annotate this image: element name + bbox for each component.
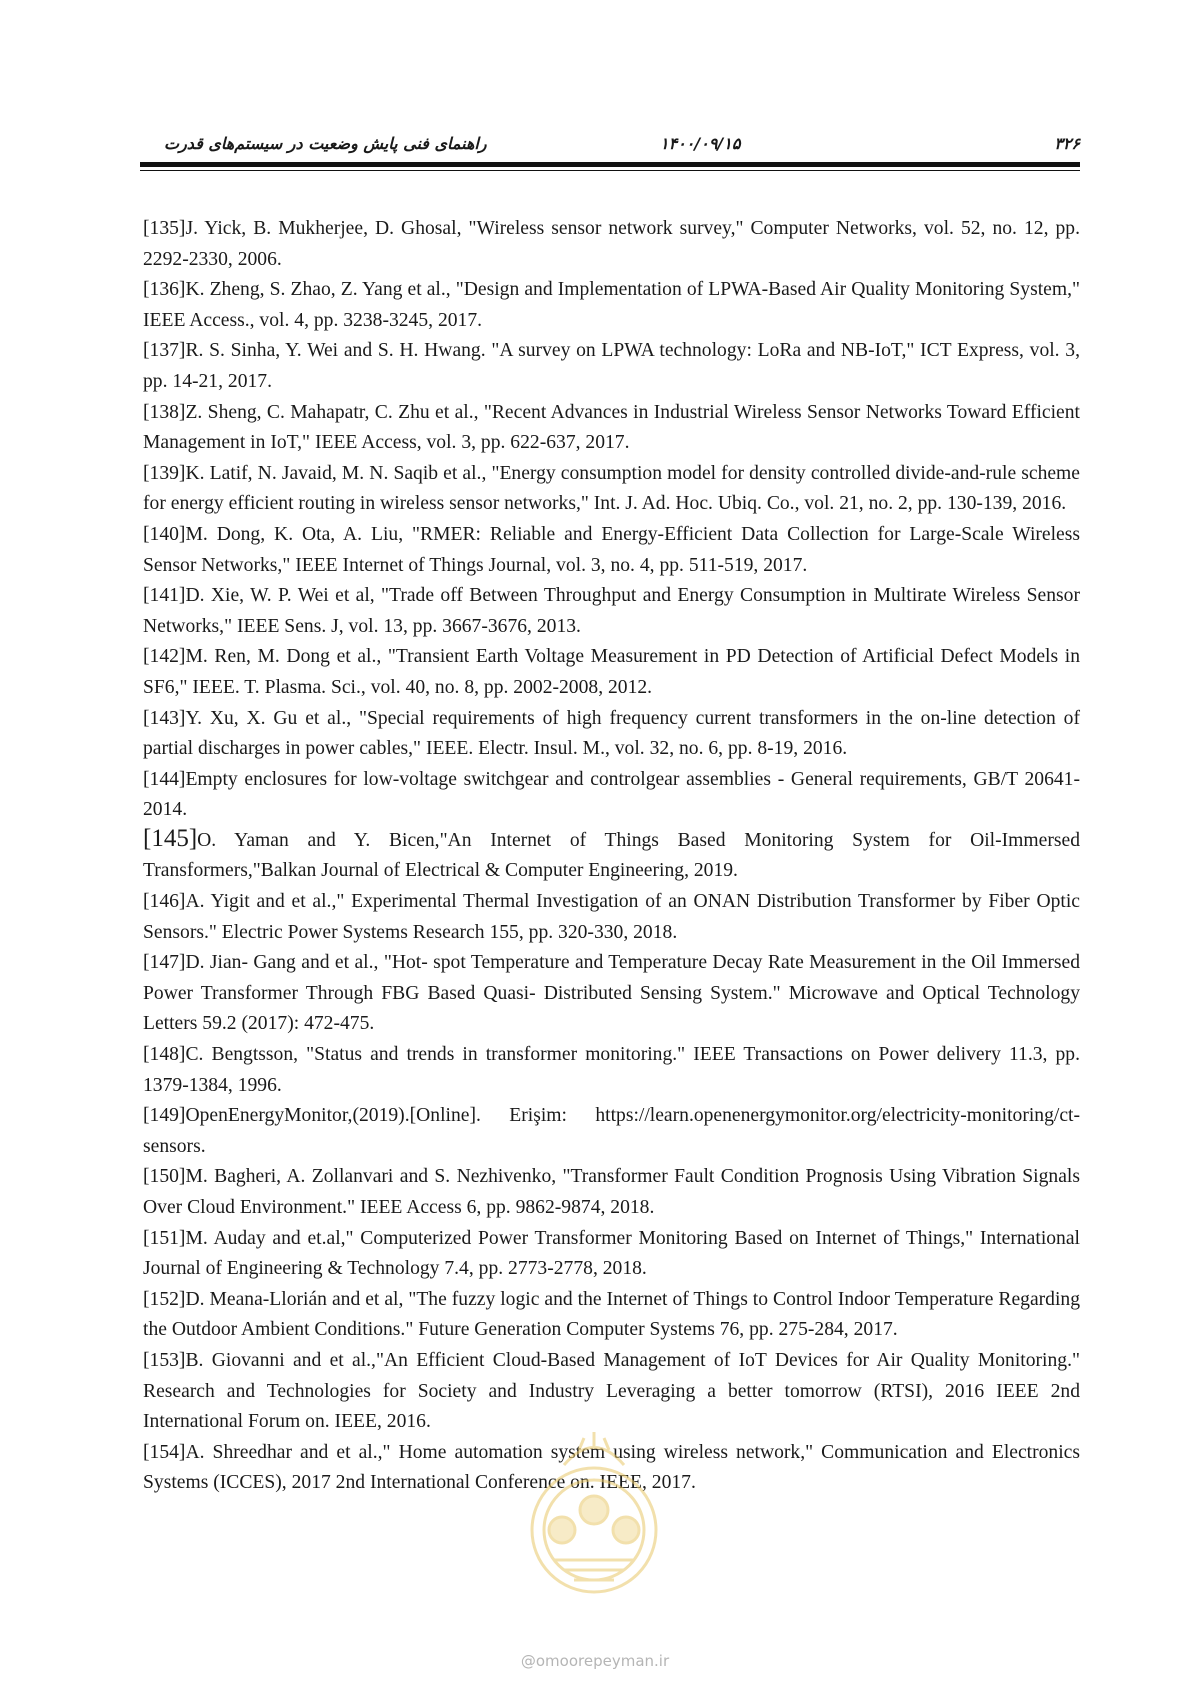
reference-number: [145] [143, 824, 198, 852]
reference-text: Y. Xu, X. Gu et al., "Special requirements of high frequency current transformers in the on-line detection of partial discharges in power cables," IEEE. Electr. Insul. M., vol. 32, no. 6, pp. 8-19, 2016. [143, 707, 1080, 760]
reference-text: R. S. Sinha, Y. Wei and S. H. Hwang. "A survey on LPWA technology: LoRa and NB-IoT," ICT Express, vol. 3, pp. 14-21, 2017. [143, 340, 1080, 392]
reference-text: C. Bengtsson, "Status and trends in transformer monitoring." IEEE Transactions on Power delivery 11.3, pp. 1379-1384, 1996. [143, 1044, 1080, 1096]
reference-text: B. Giovanni and et al.,"An Efficient Cloud-Based Management of IoT Devices for Air Quality Monitoring." Research and Technologies for Society and Industry Leveraging a better tomorrow (RTSI), 2016 IEEE 2nd International Forum on. IEEE, 2016. [143, 1349, 1080, 1433]
reference-text: O. Yaman and Y. Bicen,"An Internet of Things Based Monitoring System for Oil-Immersed Transformers,"Balkan Journal of Electrical & Computer Engineering, 2019. [143, 829, 1080, 882]
reference-number: [154] [143, 1441, 186, 1463]
reference-item [143, 336, 1080, 397]
header-rule-thin [140, 170, 1080, 171]
reference-item [143, 1285, 1080, 1346]
reference-item [143, 826, 1080, 887]
reference-number: [149] [143, 1105, 186, 1127]
reference-number: [141] [143, 585, 186, 607]
reference-number: [146] [143, 891, 186, 913]
reference-item [143, 1162, 1080, 1223]
reference-item [143, 398, 1080, 459]
header-date: ۱۴۰۰/۰۹/۱۵ [660, 134, 741, 153]
reference-number: [143] [143, 707, 186, 729]
reference-number: [138] [143, 401, 186, 423]
reference-number: [139] [143, 462, 186, 484]
reference-item [143, 459, 1080, 520]
reference-number: [148] [143, 1044, 186, 1066]
reference-text: OpenEnergyMonitor,(2019).[Online]. Erişim: https://learn.openenergymonitor.org/electricity-monitoring/ct-sensors. [143, 1105, 1080, 1157]
reference-number: [144] [143, 768, 186, 790]
reference-item [143, 581, 1080, 642]
header-rule-thick [140, 162, 1080, 167]
reference-text: D. Jian- Gang and et al., "Hot- spot Temperature and Temperature Decay Rate Measurement in the Oil Immersed Power Transformer Through FBG Based Quasi- Distributed Sensing System." Microwave and Optical Technology Letters 59.2 (2017): 472-475. [143, 952, 1080, 1035]
reference-text: K. Latif, N. Javaid, M. N. Saqib et al., "Energy consumption model for density controlled divide-and-rule scheme for energy efficient routing in wireless sensor networks," Int. J. Ad. Hoc. Ubiq. Co., vol. 21, no. 2, pp. 130-139, 2016. [143, 462, 1080, 515]
reference-item [143, 887, 1080, 948]
header-book-title: راهنمای فنی پایش وضعیت در سیستم‌های قدرت [164, 134, 487, 153]
reference-number: [151] [143, 1227, 186, 1249]
reference-item [143, 704, 1080, 765]
reference-text: M. Auday and et.al," Computerized Power Transformer Monitoring Based on Internet of Things," International Journal of Engineering & Technology 7.4, pp. 2773-2778, 2018. [143, 1227, 1080, 1280]
reference-text: M. Ren, M. Dong et al., "Transient Earth Voltage Measurement in PD Detection of Artificial Defect Models in SF6," IEEE. T. Plasma. Sci., vol. 40, no. 8, pp. 2002-2008, 2012. [143, 646, 1080, 698]
reference-item [143, 275, 1080, 336]
reference-number: [137] [143, 340, 186, 362]
reference-text: Empty enclosures for low-voltage switchgear and controlgear assemblies - General requirements, GB/T 20641-2014. [143, 768, 1080, 821]
reference-number: [136] [143, 279, 186, 301]
watermark-logo-icon [494, 1410, 694, 1610]
reference-text: J. Yick, B. Mukherjee, D. Ghosal, "Wireless sensor network survey," Computer Networks, vol. 52, no. 12, pp. 2292-2330, 2006. [143, 218, 1080, 270]
reference-text: M. Bagheri, A. Zollanvari and S. Nezhivenko, "Transformer Fault Condition Prognosis Using Vibration Signals Over Cloud Environment." IEEE Access 6, pp. 9862-9874, 2018. [143, 1166, 1080, 1218]
reference-number: [153] [143, 1349, 186, 1371]
reference-number: [142] [143, 646, 186, 668]
watermark-caption: @omoorepeyman.ir [520, 1652, 670, 1670]
reference-text: Z. Sheng, C. Mahapatr, C. Zhu et al., "Recent Advances in Industrial Wireless Sensor Networks Toward Efficient Management in IoT," IEEE Access, vol. 3, pp. 622-637, 2017. [143, 401, 1080, 454]
reference-text: A. Yigit and et al.," Experimental Thermal Investigation of an ONAN Distribution Transformer by Fiber Optic Sensors." Electric Power Systems Research 155, pp. 320-330, 2018. [143, 891, 1080, 943]
reference-item [143, 520, 1080, 581]
reference-text: K. Zheng, S. Zhao, Z. Yang et al., "Design and Implementation of LPWA-Based Air Quality Monitoring System," IEEE Access., vol. 4, pp. 3238-3245, 2017. [143, 279, 1080, 331]
reference-text: D. Xie, W. P. Wei et al, "Trade off Between Throughput and Energy Consumption in Multirate Wireless Sensor Networks," IEEE Sens. J, vol. 13, pp. 3667-3676, 2013. [143, 585, 1080, 637]
reference-item [143, 214, 1080, 275]
reference-text: A. Shreedhar and et al.," Home automation system using wireless network," Communication and Electronics Systems (ICCES), 2017 2nd International Conference on. IEEE, 2017. [143, 1441, 1080, 1494]
page-header [140, 126, 1080, 158]
reference-number: [135] [143, 218, 186, 239]
reference-text: M. Dong, K. Ota, A. Liu, "RMER: Reliable and Energy-Efficient Data Collection for Large-Scale Wireless Sensor Networks," IEEE Internet of Things Journal, vol. 3, no. 4, pp. 511-519, 2017. [143, 523, 1080, 576]
reference-item [143, 1040, 1080, 1101]
reference-text: D. Meana-Llorián and et al, "The fuzzy logic and the Internet of Things to Control Indoor Temperature Regarding the Outdoor Ambient Conditions." Future Generation Computer Systems 76, pp. 275-284, 2017. [143, 1288, 1080, 1341]
reference-number: [150] [143, 1166, 186, 1188]
reference-number: [152] [143, 1288, 186, 1310]
reference-number: [140] [143, 523, 186, 545]
reference-item [143, 1224, 1080, 1285]
reference-item [143, 948, 1080, 1040]
reference-item [143, 765, 1080, 826]
header-page-number: ۳۲۶ [1054, 134, 1080, 153]
reference-item [143, 642, 1080, 703]
reference-list [143, 214, 1080, 1499]
reference-item [143, 1101, 1080, 1162]
reference-number: [147] [143, 952, 186, 974]
